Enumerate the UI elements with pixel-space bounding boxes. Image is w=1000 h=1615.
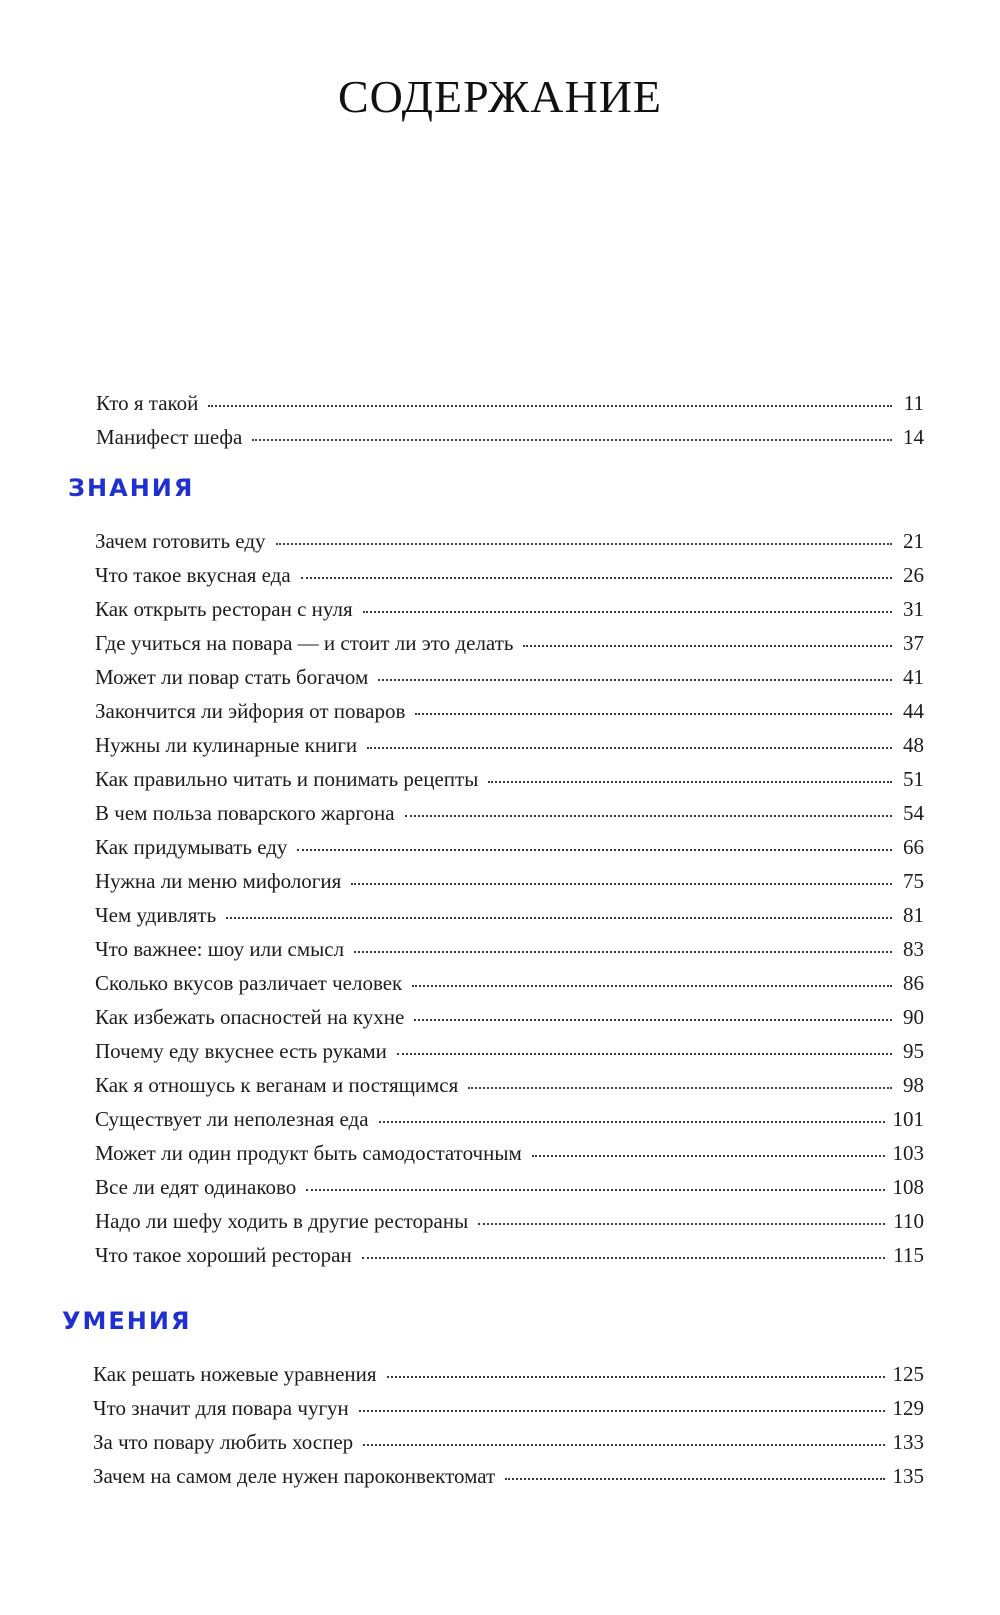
dot-leader xyxy=(359,1410,885,1412)
toc-entry xyxy=(95,864,924,898)
page-title: СОДЕРЖАНИЕ xyxy=(337,71,663,122)
toc-page-number: 83 xyxy=(903,937,924,961)
toc-page-number: 26 xyxy=(903,563,924,587)
toc-entry-text: Как решать ножевые уравнения xyxy=(93,1362,377,1386)
toc-page-number: 41 xyxy=(903,665,924,689)
toc-entry xyxy=(95,1000,924,1034)
toc-entry xyxy=(95,660,924,694)
dot-leader xyxy=(478,1223,885,1225)
toc-page-number: 31 xyxy=(903,597,924,621)
toc-entry xyxy=(95,898,924,932)
toc-entry xyxy=(95,558,924,592)
toc-page-number: 14 xyxy=(903,425,924,449)
toc-entry-text: Может ли повар стать богачом xyxy=(95,665,369,689)
intro-entries xyxy=(96,386,924,454)
toc-page-number: 108 xyxy=(892,1175,924,1199)
toc-page-number: 75 xyxy=(903,869,924,893)
toc-page-number: 115 xyxy=(893,1243,924,1267)
toc-entry xyxy=(95,1204,924,1238)
dot-leader xyxy=(362,1257,886,1259)
toc-entry-text: Как правильно читать и понимать рецепты xyxy=(95,767,479,791)
dot-leader xyxy=(351,883,892,885)
toc-entry-text: Как избежать опасностей на кухне xyxy=(95,1005,405,1029)
dot-leader xyxy=(208,405,892,407)
section-knowledge xyxy=(68,474,924,1272)
section-entries xyxy=(95,524,924,1272)
section-heading: УМЕНИЯ xyxy=(62,1307,192,1335)
toc-entry-text: За что повару любить хоспер xyxy=(93,1430,354,1454)
toc-entry-text: Как я отношусь к веганам и постящимся xyxy=(95,1073,459,1097)
section-heading: ЗНАНИЯ xyxy=(68,474,195,502)
toc-entry-text: Зачем на самом деле нужен пароконвектомат xyxy=(93,1464,496,1488)
toc-entry xyxy=(95,524,924,558)
toc-entry-text: Надо ли шефу ходить в другие рестораны xyxy=(95,1209,469,1233)
toc-entry-text: Что значит для повара чугун xyxy=(93,1396,349,1420)
toc-entry xyxy=(93,1357,924,1391)
toc-entry xyxy=(95,1102,924,1136)
toc-entry-text: Чем удивлять xyxy=(95,903,217,927)
toc-entry xyxy=(95,796,924,830)
toc-entry-text: Все ли едят одинаково xyxy=(95,1175,297,1199)
dot-leader xyxy=(379,1121,885,1123)
toc-entry xyxy=(95,932,924,966)
toc-page-number: 11 xyxy=(903,391,924,415)
dot-leader xyxy=(488,781,892,783)
dot-leader xyxy=(301,577,892,579)
toc-entry xyxy=(95,626,924,660)
dot-leader xyxy=(532,1155,885,1157)
toc-entry-text: Что важнее: шоу или смысл xyxy=(95,937,345,961)
dot-leader xyxy=(468,1087,892,1089)
dot-leader xyxy=(505,1478,884,1480)
dot-leader xyxy=(226,917,892,919)
toc-page-number: 135 xyxy=(892,1464,924,1488)
toc-page-number: 48 xyxy=(903,733,924,757)
dot-leader xyxy=(523,645,892,647)
toc-entry xyxy=(93,1391,924,1425)
toc-entry xyxy=(95,694,924,728)
toc-page-number: 129 xyxy=(892,1396,924,1420)
dot-leader xyxy=(363,611,892,613)
toc-entry xyxy=(95,1136,924,1170)
dot-leader xyxy=(276,543,892,545)
toc-page-number: 95 xyxy=(903,1039,924,1063)
dot-leader xyxy=(306,1189,884,1191)
toc-entry-text: Где учиться на повара — и стоит ли это делать xyxy=(95,631,514,655)
dot-leader xyxy=(363,1444,884,1446)
toc-page-number: 51 xyxy=(903,767,924,791)
toc-entry xyxy=(95,728,924,762)
toc-page-number: 133 xyxy=(892,1430,924,1454)
toc-page-number: 98 xyxy=(903,1073,924,1097)
toc-entry xyxy=(95,830,924,864)
toc-page-number: 110 xyxy=(893,1209,924,1233)
toc-entry xyxy=(95,966,924,1000)
toc-page-number: 66 xyxy=(903,835,924,859)
toc-entry-text: Нужна ли меню мифология xyxy=(95,869,342,893)
toc-page-number: 54 xyxy=(903,801,924,825)
section-entries xyxy=(93,1357,924,1493)
dot-leader xyxy=(252,439,892,441)
toc-page-number: 125 xyxy=(892,1362,924,1386)
dot-leader xyxy=(412,985,892,987)
toc-entry xyxy=(95,1238,924,1272)
toc-page-number: 90 xyxy=(903,1005,924,1029)
toc-entry-text: Манифест шефа xyxy=(96,425,243,449)
toc-entry xyxy=(93,1459,924,1493)
dot-leader xyxy=(387,1376,885,1378)
toc-entry xyxy=(96,386,924,420)
toc-entry-text: Почему еду вкуснее есть руками xyxy=(95,1039,387,1063)
toc-page-number: 44 xyxy=(903,699,924,723)
dot-leader xyxy=(415,713,892,715)
dot-leader xyxy=(405,815,892,817)
toc-entry-text: Существует ли неполезная еда xyxy=(95,1107,369,1131)
toc-page-number: 86 xyxy=(903,971,924,995)
toc-entry-text: Кто я такой xyxy=(96,391,199,415)
dot-leader xyxy=(414,1019,892,1021)
dot-leader xyxy=(378,679,892,681)
toc-entry-text: Зачем готовить еду xyxy=(95,529,266,553)
toc-page-number: 81 xyxy=(903,903,924,927)
toc-entry-text: Как открыть ресторан с нуля xyxy=(95,597,353,621)
dot-leader xyxy=(367,747,892,749)
toc-entry-text: Закончится ли эйфория от поваров xyxy=(95,699,406,723)
dot-leader xyxy=(297,849,892,851)
toc-entry xyxy=(96,420,924,454)
toc-entry-text: Как придумывать еду xyxy=(95,835,288,859)
toc-entry xyxy=(93,1425,924,1459)
toc-entry-text: Что такое хороший ресторан xyxy=(95,1243,352,1267)
toc-page-number: 103 xyxy=(892,1141,924,1165)
dot-leader xyxy=(397,1053,892,1055)
toc-entry-text: Что такое вкусная еда xyxy=(95,563,291,587)
toc-entry xyxy=(95,1034,924,1068)
dot-leader xyxy=(354,951,892,953)
toc-entry xyxy=(95,592,924,626)
section-skills xyxy=(62,1307,924,1493)
toc-entry-text: Нужны ли кулинарные книги xyxy=(95,733,358,757)
toc-entry xyxy=(95,1170,924,1204)
toc-entry-text: В чем польза поварского жаргона xyxy=(95,801,395,825)
toc-entry-text: Сколько вкусов различает человек xyxy=(95,971,403,995)
toc-entry xyxy=(95,762,924,796)
toc-entry xyxy=(95,1068,924,1102)
toc-page-number: 101 xyxy=(892,1107,924,1131)
toc-entry-text: Может ли один продукт быть самодостаточным xyxy=(95,1141,522,1165)
toc-page-number: 37 xyxy=(903,631,924,655)
toc-page-number: 21 xyxy=(903,529,924,553)
